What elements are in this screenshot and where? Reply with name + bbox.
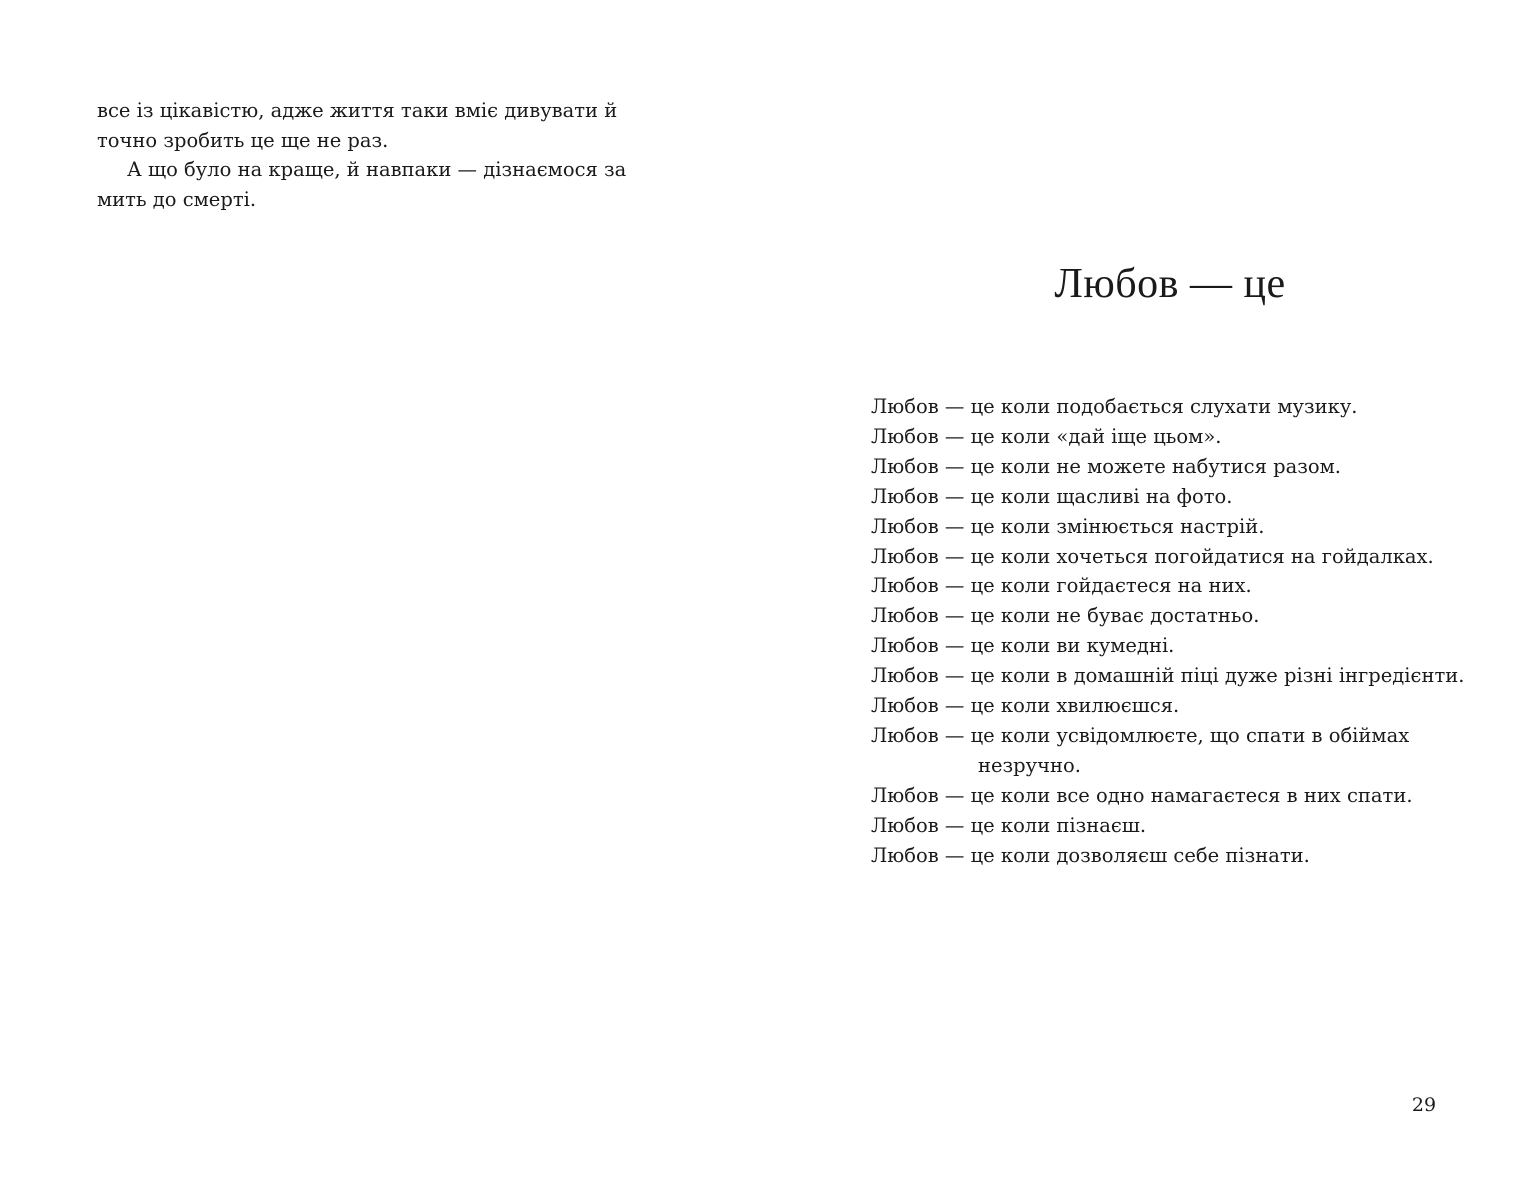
poem-line: Любов — це коли ви кумедні. [871,634,1175,658]
poem-line: Любов — це коли дозволяєш себе пізнати. [871,843,1310,867]
page-number: 29 [1411,1094,1437,1116]
poem-line: Любов — це коли в домашній піці дуже різні інгредієнти. [871,664,1465,688]
paragraph: А що було на краще, й навпаки — дізнаємося за мить до смерті. [97,158,627,211]
poem-line: Любов — це коли хочеться погойдатися на гойдалках. [871,544,1434,568]
poem-line: Любов — це коли не буває достатньо. [871,604,1260,628]
poem-line: Любов — це коли змінюється настрій. [871,514,1265,538]
poem-line: Любов — це коли хвилюєшся. [871,694,1180,718]
poem-line: Любов — це коли усвідомлюєте, що спати в обіймах [871,723,1410,747]
poem-line-continuation: незручно. [978,753,1081,777]
poem-line: Любов — це коли щасливі на фото. [871,484,1233,508]
poem-line: Любов — це коли подобається слухати музику. [871,395,1358,418]
poem [871,392,1501,871]
poem-line: Любов — це коли все одно намагаєтеся в них спати. [871,783,1413,807]
poem-line: Любов — це коли «дай іще цьом». [871,424,1222,448]
chapter-title: Любов — це [1054,261,1286,307]
paragraph: все із цікавістю, адже життя таки вміє дивувати й точно зробить це ще не раз. [97,99,618,152]
poem-line: Любов — це коли гойдаєтеся на них. [871,574,1252,598]
left-page-text [97,96,672,214]
poem-line: Любов — це коли не можете набутися разом. [871,454,1341,478]
poem-line: Любов — це коли пізнаєш. [871,813,1147,837]
